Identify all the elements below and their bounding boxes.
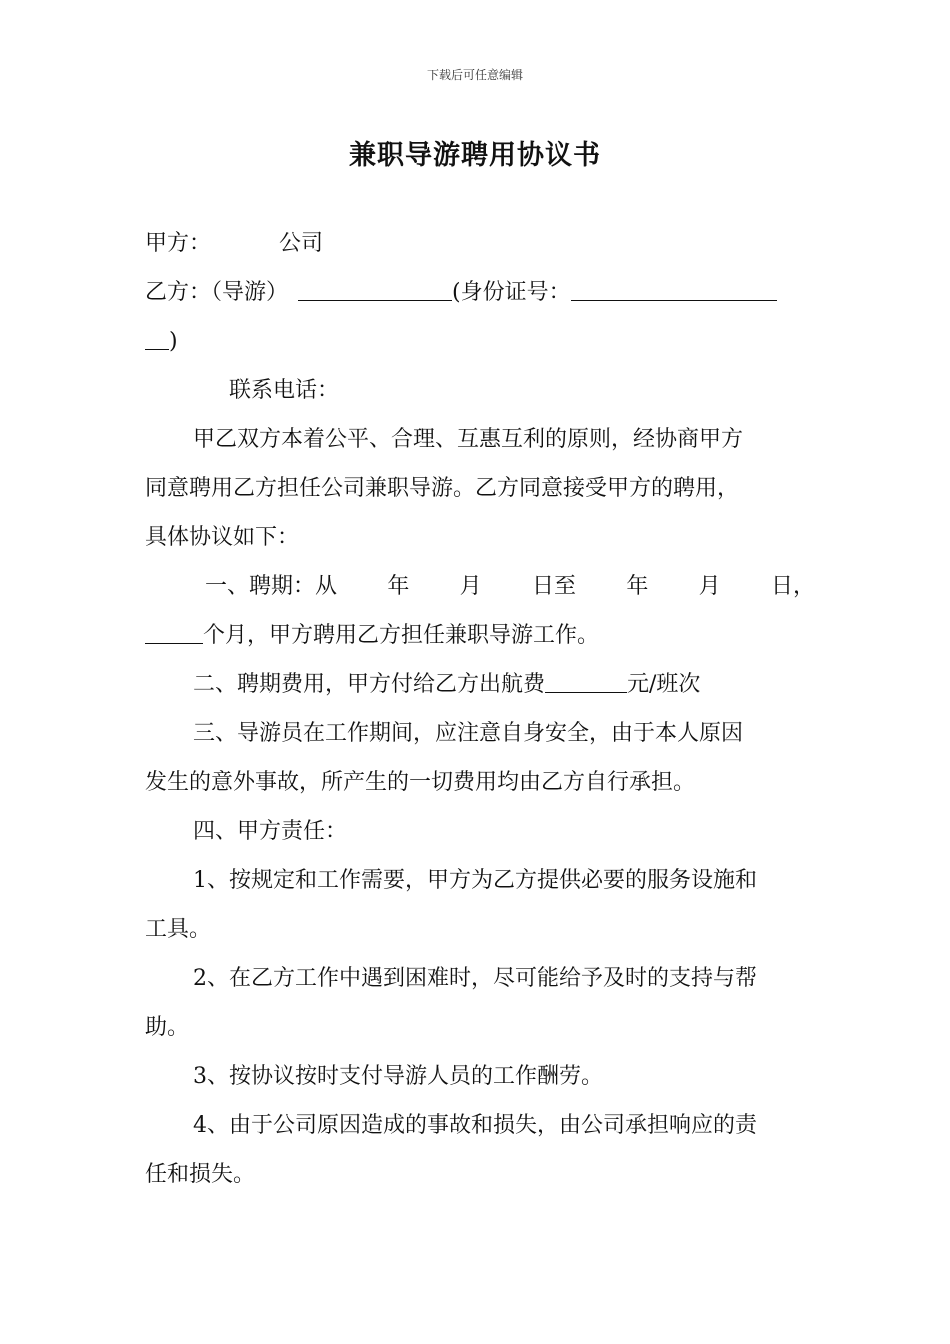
term-line-2	[145, 611, 815, 660]
term-year-1: 年	[387, 574, 410, 599]
fee-unit: 元/班次	[627, 672, 701, 697]
term-prefix: 一、聘期：从	[205, 574, 338, 599]
duty-4-line-2: 任和损失。	[145, 1162, 256, 1187]
id-number-blank-cont	[145, 323, 169, 350]
duty-3-line-1: 3、按协议按时支付导游人员的工作酬劳。	[193, 1064, 603, 1089]
contact-line: 联系电话：	[229, 378, 340, 403]
fee-text: 二、聘期费用，甲方付给乙方出航费	[193, 672, 546, 697]
term-month-2: 月	[698, 574, 721, 599]
party-a-value: 公司	[279, 231, 324, 256]
party-b-label: 乙方：（导游）	[145, 280, 289, 305]
term-line-2-text: 个月，甲方聘用乙方担任兼职导游工作。	[203, 623, 600, 648]
fee-line	[145, 660, 815, 709]
party-a-line	[145, 219, 815, 268]
duty-2-line-1: 2、在乙方工作中遇到困难时，尽可能给予及时的支持与帮	[193, 966, 757, 991]
fee-amount-blank	[545, 666, 627, 693]
id-number-blank	[571, 274, 777, 301]
term-year-2: 年	[626, 574, 649, 599]
safety-line-1: 三、导游员在工作期间，应注意自身安全，由于本人原因	[193, 721, 744, 746]
duty-1-line-1: 1、按规定和工作需要，甲方为乙方提供必要的服务设施和	[193, 868, 757, 893]
party-b-line	[145, 268, 815, 317]
duty-1-line-2: 工具。	[145, 917, 212, 942]
months-blank	[145, 617, 203, 644]
party-b-id-label: (身份证号：	[452, 280, 571, 305]
intro-line-1: 甲乙双方本着公平、合理、互惠互利的原则，经协商甲方	[193, 427, 744, 452]
party-b-close: )	[169, 329, 178, 354]
term-line-1	[145, 562, 815, 611]
party-a-label: 甲方：	[145, 231, 212, 256]
document-body	[145, 219, 815, 1199]
safety-line-2: 发生的意外事故，所产生的一切费用均由乙方自行承担。	[145, 770, 696, 795]
guide-name-blank	[298, 274, 452, 301]
document-title: 兼职导游聘用协议书	[349, 140, 601, 171]
term-month-1: 月	[459, 574, 482, 599]
term-day-2: 日，	[770, 574, 815, 599]
duties-heading: 四、甲方责任：	[193, 819, 348, 844]
header-note: 下载后可任意编辑	[426, 68, 523, 82]
duty-4-line-1: 4、由于公司原因造成的事故和损失，由公司承担响应的责	[193, 1113, 757, 1138]
term-day-to: 日至	[531, 574, 576, 599]
duty-2-line-2: 助。	[145, 1015, 190, 1040]
party-b-line-cont	[145, 317, 815, 366]
intro-line-3: 具体协议如下：	[145, 525, 300, 550]
intro-line-2: 同意聘用乙方担任公司兼职导游。乙方同意接受甲方的聘用，	[145, 476, 740, 501]
